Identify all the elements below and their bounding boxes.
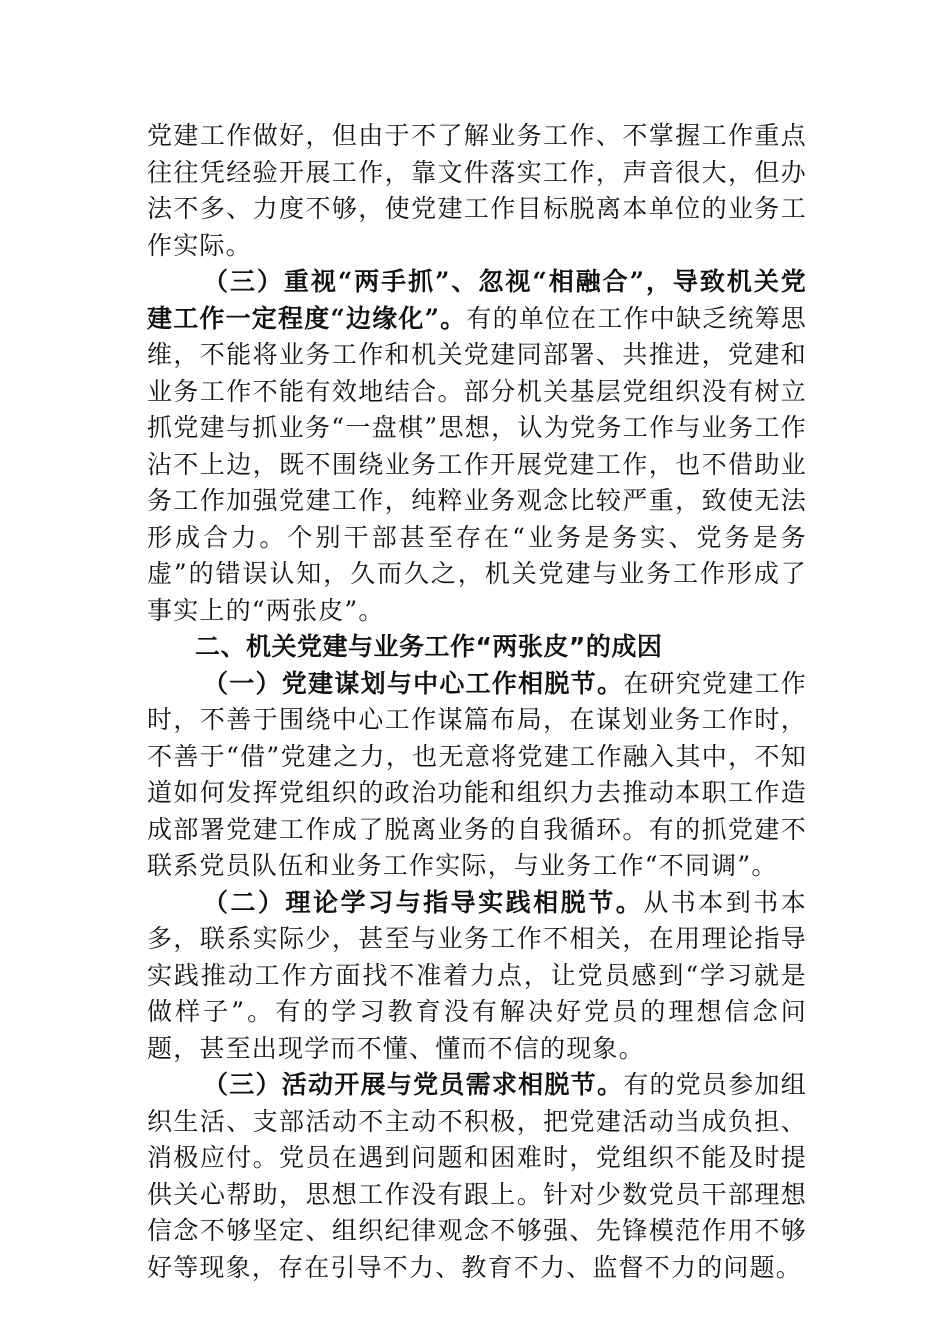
paragraph-lead: （二）理论学习与指导实践相脱节。	[203, 887, 644, 917]
paragraph-continuation	[147, 118, 807, 264]
section-heading: 二、机关党建与业务工作“两张皮”的成因	[195, 632, 663, 661]
paragraph-cause-two	[147, 885, 807, 1068]
paragraph-text: 从书本到书本多，联系实际少，甚至与业务工作不相关，在用理论指导实践推动工作方面找不准着力点，让党员感到“学习就是做样子”。有的学习教育没有解决好党员的理想信念问题，甚至出现学而不懂、懂而不信的现象。	[147, 887, 808, 1063]
paragraph-lead: （一）党建谋划与中心工作相脱节。	[203, 668, 624, 698]
paragraph-text: 党建工作做好，但由于不了解业务工作、不掌握工作重点往往凭经验开展工作，靠文件落实工作，声音很大，但办法不多、力度不够，使党建工作目标脱离本单位的业务工作实际。	[147, 121, 807, 260]
paragraph-text: 有的单位在工作中缺乏统筹思维，不能将业务工作和机关党建同部署、共推进，党建和业务工作不能有效地结合。部分机关基层党组织没有树立抓党建与抓业务“一盘棋”思想，认为党务工作与业务工作沾不上边，既不围绕业务工作开展党建工作，也不借助业务工作加强党建工作，纯粹业务观念比较严重，致使无法形成合力。个别干部甚至存在“业务是务实、党务是务虚”的错误认知，久而久之，机关党建与业务工作形成了事实上的“两张皮”。	[147, 303, 807, 625]
paragraph-cause-one	[147, 666, 807, 885]
paragraph-lead: （三）活动开展与党员需求相脱节。	[203, 1070, 624, 1099]
paragraph-text: 在研究党建工作时，不善于围绕中心工作谋篇布局，在谋划业务工作时，不善于“借”党建之力，也无意将党建工作融入其中，不知道如何发挥党组织的政治功能和组织力去推动本职工作造成部署党建工作成了脱离业务的自我循环。有的抓党建不联系党员队伍和业务工作实际，与业务工作“不同调”。	[147, 668, 807, 880]
paragraph-item-three	[147, 264, 807, 629]
paragraph-text: 有的党员参加组织生活、支部活动不主动不积极，把党建活动当成负担、消极应付。党员在遇到问题和困难时，党组织不能及时提供关心帮助，思想工作没有跟上。针对少数党员干部理想信念不够坚定、组织纪律观念不够强、先锋模范作用不够好等现象，存在引导不力、教育不力、监督不力的问题。	[147, 1070, 807, 1282]
document-page	[147, 118, 807, 1286]
paragraph-cause-three	[147, 1067, 807, 1286]
paragraph-lead: （三）重视“两手抓”、忽视“相融合”，导致机关党建工作一定程度“边缘化”。	[147, 267, 807, 333]
